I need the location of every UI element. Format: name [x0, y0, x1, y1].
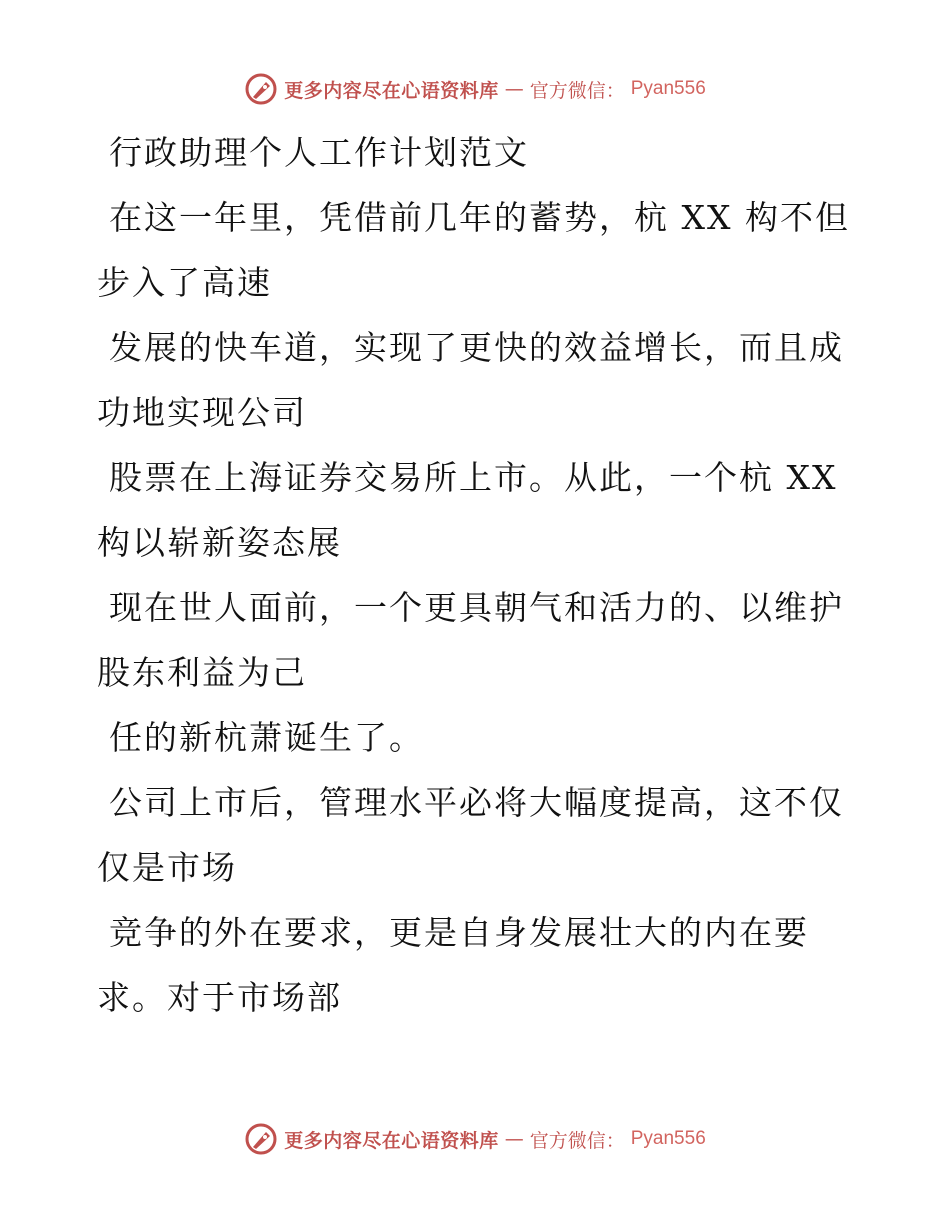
- document-title: 行政助理个人工作计划范文: [109, 133, 529, 172]
- watermark-separator: —: [504, 1128, 524, 1150]
- paragraph-5: 任的新杭萧诞生了。: [109, 718, 424, 757]
- paragraph-6: 公司上市后，管理水平必将大幅度提高，这不仅 仅是市场: [97, 783, 844, 887]
- watermark-wechat-label: 官方微信：: [529, 1129, 625, 1152]
- paragraph-3: 股票在上海证券交易所上市。从此，一个杭 XX 构以崭新姿态展: [97, 458, 838, 562]
- footer-watermark: [0, 1122, 950, 1156]
- watermark-wechat-id: Pyan556: [630, 1128, 706, 1149]
- pen-nib-logo-icon: [244, 72, 278, 106]
- paragraph-7: 竞争的外在要求，更是自身发展壮大的内在要 求。对于市场部: [97, 913, 809, 1017]
- paragraph-2: 发展的快车道，实现了更快的效益增长，而且成 功地实现公司: [97, 328, 844, 432]
- paragraph-4: 现在世人面前，一个更具朝气和活力的、以维护 股东利益为己: [97, 588, 844, 692]
- paragraph-1: 在这一年里，凭借前几年的蓄势，杭 XX 构不但 步入了高速: [97, 198, 850, 302]
- watermark-wechat-label: 官方微信：: [529, 79, 625, 102]
- watermark-wechat-id: Pyan556: [630, 78, 706, 99]
- header-watermark: [0, 72, 950, 106]
- pen-nib-logo-icon: [244, 1122, 278, 1156]
- document-body: [97, 120, 850, 1030]
- watermark-text: 更多内容尽在心语资料库: [284, 1129, 499, 1152]
- watermark-separator: —: [504, 78, 524, 100]
- watermark-text: 更多内容尽在心语资料库: [284, 79, 499, 102]
